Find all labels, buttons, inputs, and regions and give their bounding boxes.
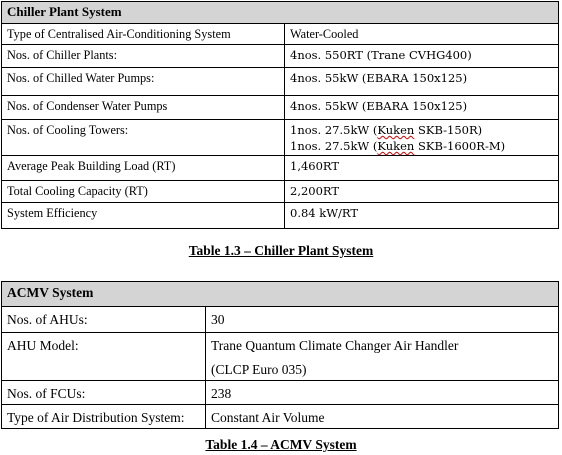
row-label: Type of Centralised Air-Conditioning System (2, 24, 285, 45)
row-value: Water-Cooled (285, 24, 559, 45)
table-row (2, 120, 559, 156)
row-value (285, 120, 559, 156)
row-label: Nos. of FCUs: (2, 381, 206, 405)
value-line: (CLCP Euro 035) (211, 362, 307, 377)
table-header-row (2, 282, 559, 307)
table-row (2, 405, 559, 429)
row-value: 238 (206, 381, 559, 405)
table-row (2, 24, 559, 45)
table-row (2, 68, 559, 96)
row-value: 0.84 kW/RT (285, 203, 559, 229)
row-value: Constant Air Volume (206, 405, 559, 429)
table-row (2, 181, 559, 203)
row-label: Average Peak Building Load (RT) (2, 156, 285, 181)
table-caption: Table 1.3 – Chiller Plant System (188, 243, 374, 258)
table-row (2, 307, 559, 333)
row-label: System Efficiency (2, 203, 285, 229)
table-row (2, 156, 559, 181)
row-label: AHU Model: (2, 333, 206, 381)
value-line: 1nos. 27.5kW (Kuken SKB-150R) (290, 123, 483, 137)
acmv-table (1, 281, 559, 429)
chiller-plant-table (1, 1, 559, 229)
table-title: Chiller Plant System (2, 2, 559, 24)
row-label: Nos. of Cooling Towers: (2, 120, 285, 156)
table-row (2, 381, 559, 405)
row-value: 4nos. 550RT (Trane CVHG400) (285, 45, 559, 68)
row-value: 4nos. 55kW (EBARA 150x125) (285, 68, 559, 96)
row-label: Nos. of Chilled Water Pumps: (2, 68, 285, 96)
table-row (2, 96, 559, 120)
value-line: 1nos. 27.5kW (Kuken SKB-1600R-M) (290, 139, 506, 153)
row-value: 30 (206, 307, 559, 333)
row-value: 1,460RT (285, 156, 559, 181)
row-label: Total Cooling Capacity (RT) (2, 181, 285, 203)
row-label: Nos. of AHUs: (2, 307, 206, 333)
row-label: Nos. of Chiller Plants: (2, 45, 285, 68)
table-header-row (2, 2, 559, 24)
table-row (2, 333, 559, 381)
table-caption: Table 1.4 – ACMV System (205, 437, 357, 452)
row-label: Nos. of Condenser Water Pumps (2, 96, 285, 120)
row-value (206, 333, 559, 381)
table-row (2, 45, 559, 68)
row-label: Type of Air Distribution System: (2, 405, 206, 429)
row-value: 2,200RT (285, 181, 559, 203)
table-title: ACMV System (2, 282, 559, 307)
table-row (2, 203, 559, 229)
value-line: Trane Quantum Climate Changer Air Handler (211, 338, 459, 353)
row-value: 4nos. 55kW (EBARA 150x125) (285, 96, 559, 120)
